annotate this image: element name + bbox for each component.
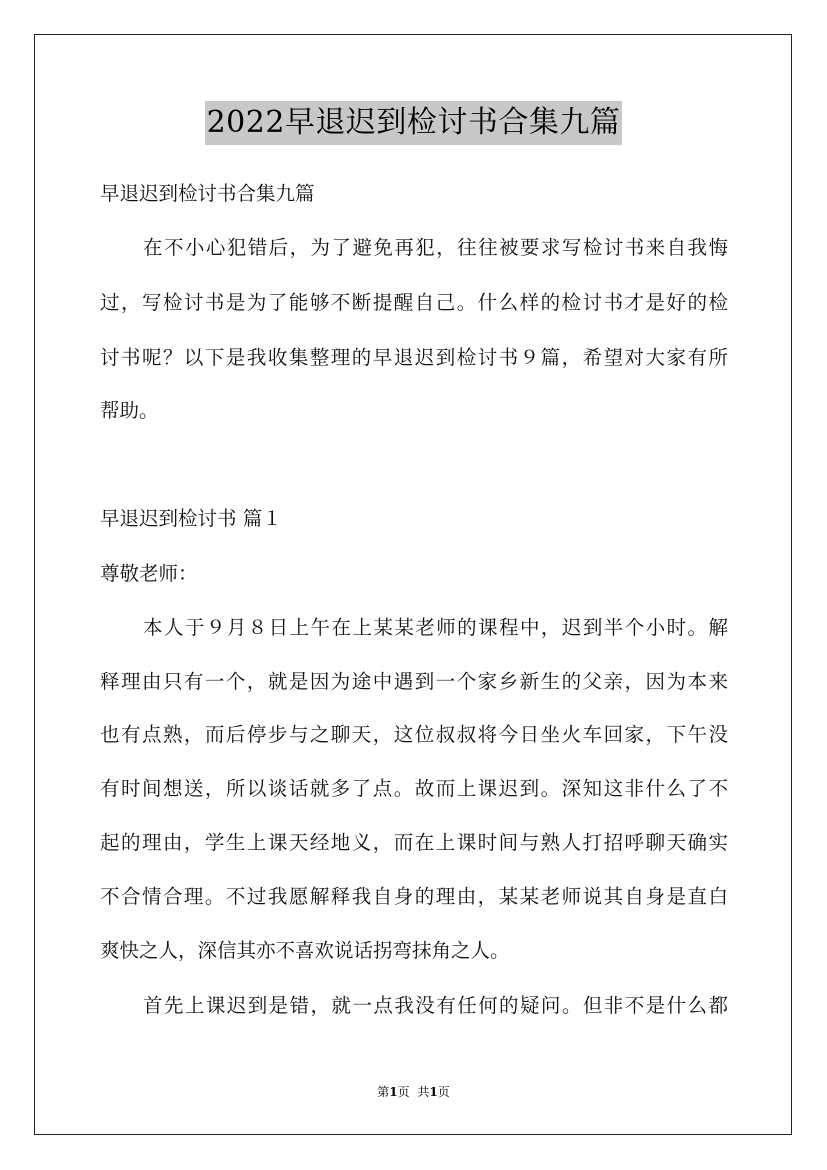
footer-total-prefix: 共 — [417, 1085, 430, 1099]
footer-page-suffix: 页 — [397, 1085, 410, 1099]
p1-line-2: 释理由只有一个，就是因为途中遇到一个家乡新生的父亲，因为本来 — [100, 670, 728, 693]
intro-line-4: 帮助。 — [100, 399, 159, 422]
p1-line-7: 爽快之人，深信其亦不喜欢说话拐弯抹角之人。 — [100, 939, 510, 962]
footer-total-suffix: 页 — [437, 1085, 450, 1099]
intro-line-3: 讨书呢？以下是我收集整理的早退迟到检讨书９篇，希望对大家有所 — [100, 346, 728, 369]
p1-line-3: 也有点熟，而后停步与之聊天，这位叔叔将今日坐火车回家，下午没 — [100, 723, 728, 746]
p2-line-1: 首先上课迟到是错，就一点我没有任何的疑问。但非不是什么都 — [143, 994, 728, 1017]
salutation: 尊敬老师： — [100, 562, 198, 585]
p1-line-4: 有时间想送，所以谈话就多了点。故而上课迟到。深知这非什么了不 — [100, 777, 728, 800]
subtitle: 早退迟到检讨书合集九篇 — [100, 182, 315, 205]
section-heading: 早退迟到检讨书 篇１ — [100, 507, 282, 530]
document-title: 2022早退迟到检讨书合集九篇 — [205, 101, 623, 145]
p1-line-6: 不合情合理。不过我愿解释我自身的理由，某某老师说其自身是直白 — [100, 885, 728, 908]
title-container — [0, 101, 827, 145]
footer-total-number: 1 — [429, 1085, 438, 1099]
p1-line-5: 起的理由，学生上课天经地义，而在上课时间与熟人打招呼聊天确实 — [100, 831, 728, 854]
footer-page-prefix: 第 — [377, 1085, 390, 1099]
page-footer — [0, 1083, 827, 1100]
intro-line-1: 在不小心犯错后，为了避免再犯，往往被要求写检讨书来自我悔 — [143, 236, 728, 259]
intro-line-2: 过，写检讨书是为了能够不断提醒自己。什么样的检讨书才是好的检 — [100, 291, 728, 314]
footer-page-number: 1 — [389, 1085, 398, 1099]
p1-line-1: 本人于９月８日上午在上某某老师的课程中，迟到半个小时。解 — [143, 616, 728, 639]
